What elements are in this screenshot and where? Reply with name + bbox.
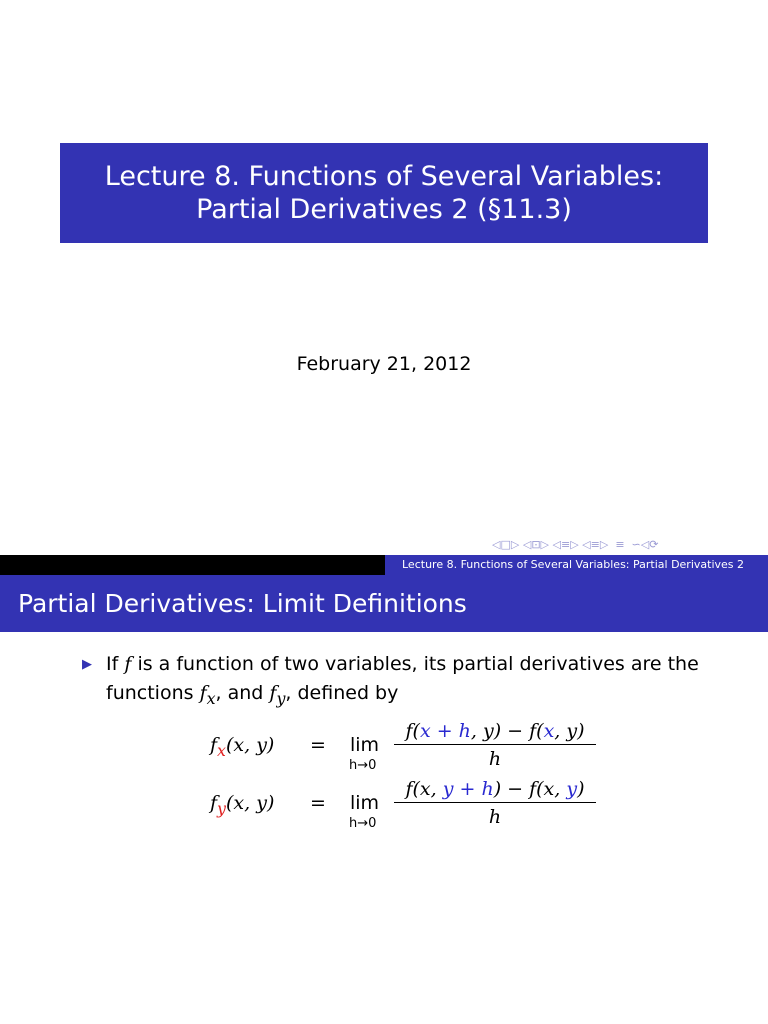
math-subscript: y	[276, 688, 286, 708]
fraction	[394, 720, 596, 770]
bullet-text-part: , defined by	[285, 682, 399, 704]
nav-prev-icon[interactable]: ◁	[522, 537, 532, 551]
slide-date: February 21, 2012	[296, 353, 472, 375]
nav-next-icon[interactable]: ▷	[540, 537, 549, 551]
nav-search-icon[interactable]: ∽	[631, 537, 641, 551]
math-subscript: x	[206, 688, 216, 708]
math-subscript: x	[217, 740, 226, 760]
lim-subscript: h→0	[349, 816, 377, 831]
nav-refresh-icon[interactable]: ⟳	[649, 537, 659, 551]
equals-sign: =	[310, 734, 326, 756]
numerator	[394, 778, 596, 803]
math-part: h	[488, 806, 502, 828]
nav-document-icon[interactable]: ≡	[615, 537, 625, 551]
nav-section-icon[interactable]: ≡	[590, 537, 600, 551]
math-part: , y) − f(	[470, 720, 544, 742]
nav-frame-icon[interactable]: ⊡	[531, 537, 541, 551]
math-part: f(x,	[405, 778, 443, 800]
denominator	[394, 803, 596, 828]
math-part: , y)	[554, 720, 585, 742]
denominator	[394, 745, 596, 770]
nav-next-icon[interactable]: ▷	[599, 537, 609, 551]
math-part: h	[488, 748, 502, 770]
lim-operator: lim	[350, 734, 380, 756]
nav-back-icon[interactable]: ◁	[640, 537, 650, 551]
math-args: (x, y)	[226, 792, 275, 814]
equation-fy	[210, 778, 610, 834]
math-part: x	[543, 720, 555, 742]
slide-headline-bar	[0, 555, 768, 575]
lim-subscript: h→0	[349, 758, 377, 773]
equation-fx	[210, 720, 610, 776]
nav-prev-icon[interactable]: ◁	[492, 537, 501, 551]
beamer-navigation-bar[interactable]	[492, 537, 766, 551]
math-part: )	[577, 778, 585, 800]
bullet-triangle-icon: ▶	[82, 657, 92, 672]
math-part: f(	[405, 720, 420, 742]
bullet-text	[106, 650, 742, 713]
numerator	[394, 720, 596, 745]
nav-prev-icon[interactable]: ◁	[552, 537, 561, 551]
bullet-item	[82, 650, 742, 713]
math-part: y + h	[442, 778, 494, 800]
math-f: f	[269, 682, 277, 704]
bullet-text-part: , and	[215, 682, 264, 704]
bullet-text-part: If	[106, 653, 119, 675]
math-part: ) − f(x,	[493, 778, 567, 800]
headline-lecture-title: Lecture 8. Functions of Several Variables: Partial Derivatives 2	[385, 555, 768, 575]
equation-lhs	[210, 734, 274, 760]
nav-prev-icon[interactable]: ◁	[582, 537, 591, 551]
slide-title: Lecture 8. Functions of Several Variables: Partial Derivatives 2 (§11.3)	[60, 143, 708, 243]
equals-sign: =	[310, 792, 326, 814]
fraction	[394, 778, 596, 828]
math-f: f	[199, 682, 207, 704]
bullet-text-part: is a function of two variables, its partial derivatives are the functions	[106, 653, 699, 704]
nav-slide-icon[interactable]: □	[500, 537, 511, 551]
frame-title: Partial Derivatives: Limit Definitions	[0, 575, 768, 632]
nav-next-icon[interactable]: ▷	[510, 537, 520, 551]
math-f: f	[210, 734, 218, 756]
nav-subsection-icon[interactable]: ≡	[560, 537, 571, 551]
math-subscript: y	[217, 798, 226, 818]
math-args: (x, y)	[225, 734, 275, 756]
nav-next-icon[interactable]: ▷	[570, 537, 579, 551]
math-f: f	[210, 792, 218, 814]
math-part: x + h	[419, 720, 471, 742]
lim-operator: lim	[350, 792, 380, 814]
equation-lhs	[210, 792, 274, 818]
math-f: f	[124, 653, 132, 675]
math-part: y	[566, 778, 578, 800]
